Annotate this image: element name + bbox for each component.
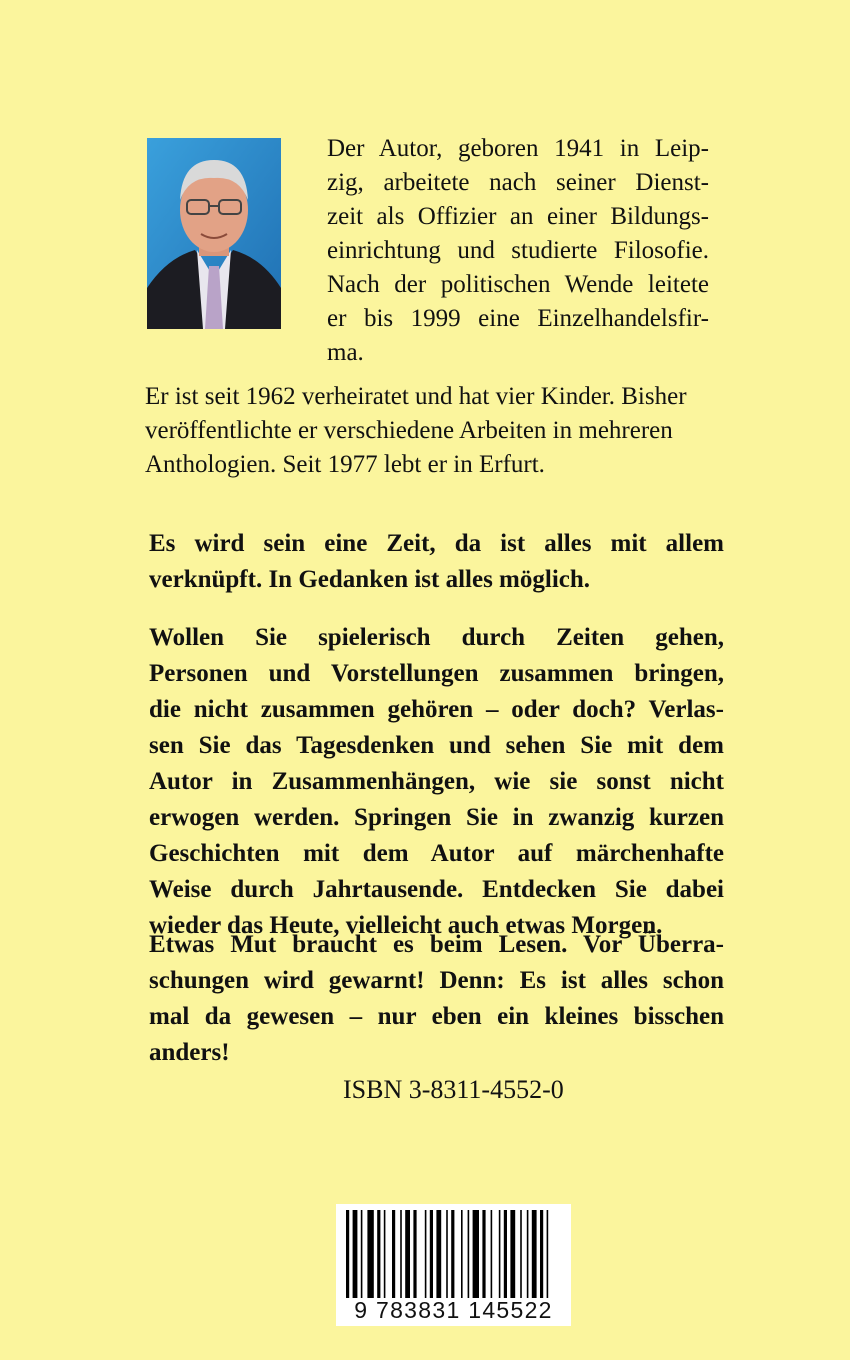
barcode-bar [473, 1210, 479, 1298]
barcode-bar [461, 1210, 463, 1298]
barcode-bar [510, 1210, 515, 1298]
barcode-digits: 9 783831 145522 [354, 1297, 553, 1323]
barcode-bar [499, 1210, 501, 1298]
blurb-line: anders! [149, 1039, 230, 1066]
barcode-bar [377, 1210, 380, 1298]
barcode-bar [504, 1210, 507, 1298]
barcode-bar [413, 1210, 416, 1298]
author-bio-intro [327, 132, 709, 370]
bio-line: er bis 1999 eine Einzelhandelsfir- [327, 305, 709, 332]
barcode-bar [392, 1210, 395, 1298]
blurb-line: schungen wird gewarnt! Denn: Es ist alles schon [149, 967, 724, 994]
blurb-paragraph-3 [149, 927, 724, 1071]
barcode-bar [540, 1210, 543, 1298]
blurb-line: Wollen Sie spielerisch durch Zeiten gehen, [149, 624, 724, 651]
author-photo [147, 138, 281, 329]
barcode-bar [405, 1210, 410, 1298]
bio-line: Der Autor, geboren 1941 in Leip- [327, 135, 709, 162]
barcode-bar [346, 1210, 349, 1298]
bio-line: zig, arbeitete nach seiner Dienst- [327, 169, 709, 196]
blurb-line: Autor in Zusammenhängen, wie sie sonst nicht [149, 768, 724, 795]
barcode-bar [361, 1210, 363, 1298]
barcode-bar [436, 1210, 441, 1298]
blurb-line: Weise durch Jahrtausende. Entdecken Sie dabei [149, 876, 724, 903]
barcode-bar [451, 1210, 454, 1298]
isbn-text: ISBN 3-8311-4552-0 [343, 1075, 564, 1104]
blurb-line: wieder das Heute, vielleicht auch etwas Morgen. [149, 912, 663, 939]
bio-line: Nach der politischen Wende leitete [327, 271, 709, 298]
barcode-bar [520, 1210, 522, 1298]
blurb-line: erwogen werden. Springen Sie in zwanzig kurzen [149, 804, 724, 831]
barcode-bar [400, 1210, 402, 1298]
barcode-bar [527, 1210, 529, 1298]
barcode-bar [353, 1210, 358, 1298]
blurb-line: sen Sie das Tagesdenken und sehen Sie mit dem [149, 732, 724, 759]
barcode-bar [532, 1210, 537, 1298]
blurb-line: verknüpft. In Gedanken ist alles möglich. [149, 566, 591, 593]
barcode-bar [425, 1210, 427, 1298]
blurb-line: Etwas Mut braucht es beim Lesen. Vor Überra- [149, 931, 724, 958]
barcode-bar [482, 1210, 485, 1298]
author-portrait-image [147, 138, 281, 329]
bio-line: einrichtung und studierte Filosofie. [327, 237, 709, 264]
bio-line: zeit als Offizier an einer Bildungs- [327, 203, 709, 230]
blurb-line: die nicht zusammen gehören – oder doch? Verlas- [149, 696, 724, 723]
blurb-paragraph-2 [149, 620, 724, 944]
barcode-bar [468, 1210, 470, 1298]
barcode [336, 1204, 571, 1326]
bio-line: ma. [327, 339, 364, 366]
barcode-bar [384, 1210, 386, 1298]
barcode-bar [367, 1210, 373, 1298]
blurb-paragraph-1 [149, 526, 724, 598]
barcode-bar [446, 1210, 448, 1298]
bio-line: veröffentlichte er verschiedene Arbeiten in mehreren [145, 417, 673, 444]
bio-line: Er ist seit 1962 verheiratet und hat vier Kinder. Bisher [145, 383, 687, 410]
barcode-bar [547, 1210, 549, 1298]
author-bio-family [145, 380, 715, 482]
blurb-line: Es wird sein eine Zeit, da ist alles mit allem [149, 530, 724, 557]
barcode-bar [491, 1210, 493, 1298]
blurb-line: mal da gewesen – nur eben ein kleines bisschen [149, 1003, 724, 1030]
blurb-line: Geschichten mit dem Autor auf märchenhafte [149, 840, 724, 867]
blurb-line: Personen und Vorstellungen zusammen bringen, [149, 660, 724, 687]
barcode-bar [430, 1210, 433, 1298]
bio-line: Anthologien. Seit 1977 lebt er in Erfurt. [145, 451, 545, 478]
